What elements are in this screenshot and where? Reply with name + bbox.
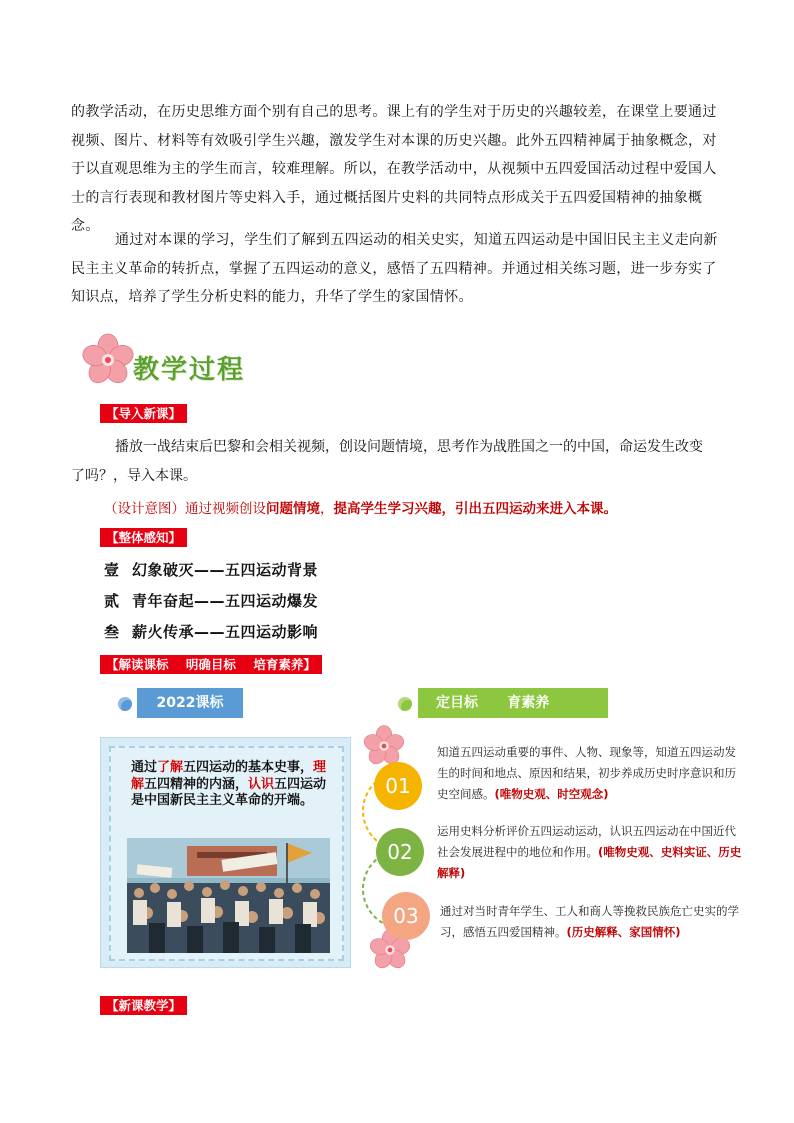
pill-2022-standard: 2022课标 bbox=[137, 688, 243, 718]
intro-paragraph-1: 的教学活动，在历史思维方面个别有自己的思考。课上有的学生对于历史的兴趣较差，在课堂上要通过视频、图片、材料等有效吸引学生兴趣，激发学生对本课的历史兴趣。此外五四精神属于抽象概念，对于以直观思维为主的学生而言，较难理解。所以，在教学活动中，从视频中五四爱国活动过程中爱国人士的言行表现和教材图片等史料入手，通过概括图片史料的共同特点形成关于五四爱国精神的抽象概念。 bbox=[71, 104, 717, 234]
goal-text-tag: (历史解释、家国情怀) bbox=[566, 925, 681, 939]
goal-text bbox=[440, 901, 750, 943]
goal-text-tag: (唯物史观、史料实证、历史解释) bbox=[437, 845, 742, 880]
overview-item bbox=[104, 559, 318, 580]
plum-blossom-icon bbox=[80, 332, 136, 388]
design-intent-label: （设计意图） bbox=[104, 501, 185, 517]
card-keyword: 了解 bbox=[157, 760, 184, 775]
design-intent bbox=[104, 497, 617, 517]
overview-item bbox=[104, 590, 318, 611]
tag-standards: 【解读课标 明确目标 培育素养】 bbox=[100, 655, 322, 674]
overview-num: 贰 bbox=[104, 592, 120, 610]
overview-num: 叁 bbox=[104, 623, 120, 641]
design-intent-bold-1: 问题情境 bbox=[266, 501, 320, 517]
card-text-part: 五四精神的内涵， bbox=[144, 776, 249, 792]
tag-new-lesson: 【新课教学】 bbox=[100, 996, 187, 1015]
card-keyword: 理解 bbox=[131, 760, 327, 792]
dot-icon bbox=[118, 697, 132, 711]
tag-overview: 【整体感知】 bbox=[100, 528, 187, 547]
goal-number-02: 02 bbox=[376, 828, 424, 876]
intro-lesson-text-2: 了吗？，导入本课。 bbox=[71, 468, 197, 484]
standards-card-text bbox=[131, 760, 336, 810]
pill-goals: 定目标 育素养 bbox=[418, 688, 608, 718]
goal-text-body: 运用史料分析评价五四运动运动，认识五四运动在中国近代社会发展进程中的地位和作用。 bbox=[437, 824, 736, 859]
card-keyword: 认识 bbox=[248, 776, 275, 792]
section-heading: 教学过程 bbox=[133, 355, 246, 385]
overview-text: 幻象破灭——五四运动背景 bbox=[132, 561, 319, 579]
goal-number-01: 01 bbox=[374, 762, 422, 810]
card-text-part: 通过 bbox=[131, 760, 158, 775]
design-intent-plain-1: 通过视频创设 bbox=[185, 501, 266, 517]
intro-paragraph-2: 通过对本课的学习，学生们了解到五四运动的相关史实，知道五四运动是中国旧民主主义走向新民主主义革命的转折点，掌握了五四运动的意义，感悟了五四精神。并通过相关练习题，进一步夯实了知识点，培养了学生分析史料的能力，升华了学生的家国情怀。 bbox=[71, 232, 718, 305]
goal-text-body: 知道五四运动重要的事件、人物、现象等，知道五四运动发生的时间和地点、原因和结果，初步养成历史时序意识和历史空间感。 bbox=[437, 745, 736, 801]
goal-number-03: 03 bbox=[382, 892, 430, 940]
standards-card bbox=[100, 737, 351, 968]
overview-num: 壹 bbox=[104, 561, 120, 579]
may-fourth-illustration bbox=[127, 838, 330, 953]
design-intent-plain-2: ， bbox=[320, 501, 334, 517]
intro-lesson-text-1: 播放一战结束后巴黎和会相关视频，创设问题情境，思考作为战胜国之一的中国，命运发生改变 bbox=[115, 439, 703, 455]
goal-text-body: 通过对当时青年学生、工人和商人等挽救民族危亡史实的学习，感悟五四爱国精神。 bbox=[440, 904, 739, 939]
standards-card-inner bbox=[109, 746, 344, 961]
overview-text: 青年奋起——五四运动爆发 bbox=[132, 592, 319, 610]
overview-text: 薪火传承——五四运动影响 bbox=[132, 623, 319, 641]
tag-intro-lesson: 【导入新课】 bbox=[100, 404, 187, 423]
dot-icon bbox=[398, 697, 412, 711]
goal-text-tag: (唯物史观、时空观念) bbox=[494, 787, 609, 801]
overview-item bbox=[104, 621, 318, 642]
card-text-part: 五四运动是中国新民主主义革命的开端。 bbox=[131, 776, 327, 808]
goal-text bbox=[437, 821, 742, 884]
design-intent-bold-2: 提高学生学习兴趣，引出五四运动来进入本课。 bbox=[333, 501, 617, 517]
goal-text bbox=[437, 742, 742, 805]
card-text-part: 五四运动的基本史事， bbox=[183, 760, 314, 775]
